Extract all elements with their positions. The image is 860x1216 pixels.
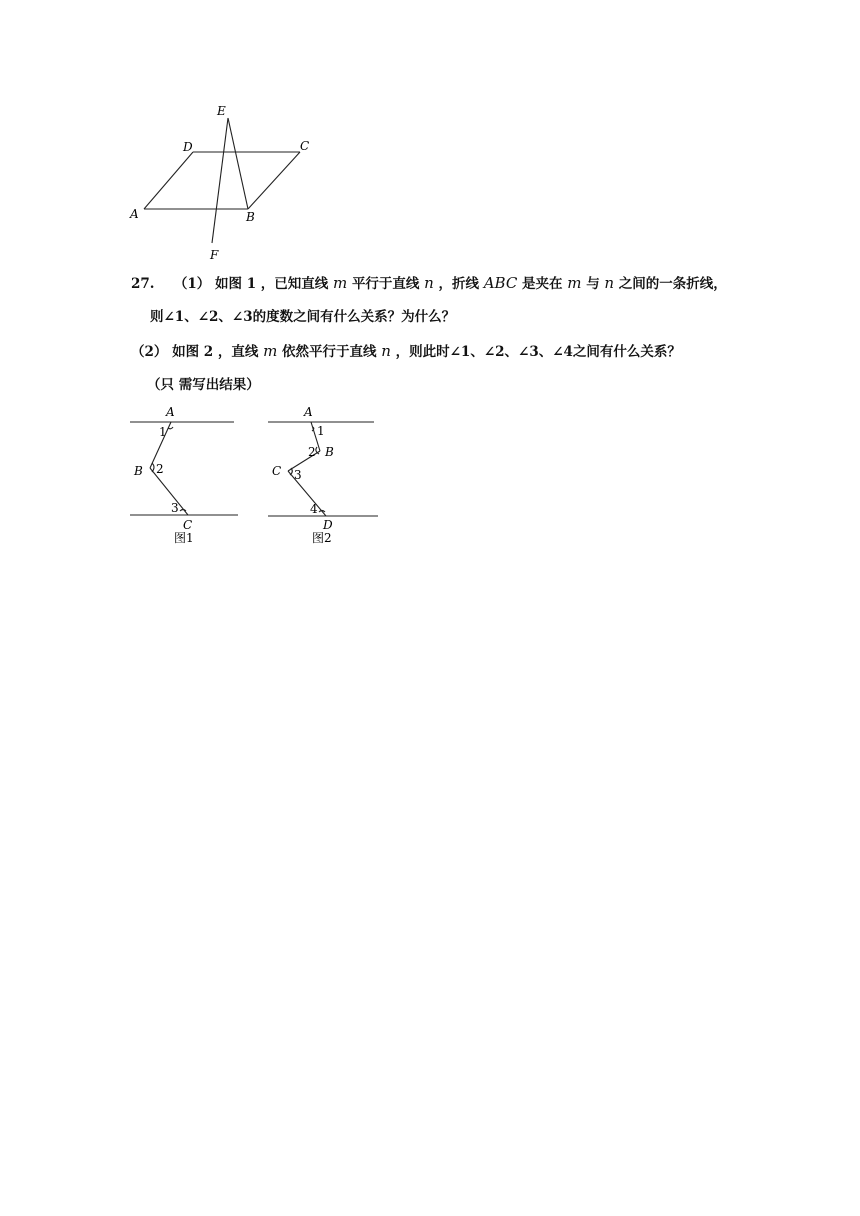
fig1-label-b: B [134, 464, 143, 478]
parallelogram-figure [120, 100, 330, 265]
fig1-arc-3 [180, 510, 186, 512]
fig2-caption: 图2 [312, 531, 332, 545]
fig1-caption: 图1 [174, 531, 194, 545]
problem-line-3: （2） 如图 2 ，直线 m 依然平行于直线 n ，则此时∠1、∠2、∠3、∠4之间有什么关系？ [131, 342, 681, 360]
fig2-label-a: A [304, 405, 313, 419]
fig2-label-d: D [323, 518, 333, 532]
fig2-angle-3: 3 [294, 468, 302, 482]
problem-note: （只 需写出结果） [147, 377, 260, 393]
problem-line-1: 27. （1） 如图 1 ，已知直线 m 平行于直线 n ，折线 ABC 是夹在 m 与 n 之间的一条折线， [131, 274, 727, 292]
fig1-angle-1: 1 [159, 425, 167, 439]
label-d: D [183, 140, 193, 154]
label-a: A [130, 207, 139, 221]
fig2-angle-1: 1 [317, 424, 325, 438]
segment-eb [228, 118, 248, 209]
fig1-label-c: C [183, 518, 193, 532]
fig1-arc-2 [152, 463, 154, 472]
fig2-label-c: C [272, 464, 282, 478]
problem-number: 27. [131, 276, 155, 292]
label-c: C [300, 139, 310, 153]
label-e: E [217, 104, 226, 118]
fig1-angle-3: 3 [171, 501, 179, 515]
fig2-label-b: B [325, 445, 334, 459]
figures-1-2 [120, 400, 390, 550]
figure-1-lines [130, 422, 238, 515]
fig1-angle-2: 2 [156, 462, 164, 476]
segment-ad [144, 152, 193, 209]
problem-line-2: 则∠1、∠2、∠3的度数之间有什么关系？为什么？ [150, 309, 456, 325]
segment-ef [212, 118, 228, 243]
label-b: B [246, 210, 255, 224]
fig2-angle-4: 4 [310, 502, 318, 516]
fig1-label-a: A [166, 405, 175, 419]
label-f: F [210, 248, 219, 262]
segment-bc [248, 152, 300, 209]
fig2-angle-2: 2 [308, 445, 316, 459]
